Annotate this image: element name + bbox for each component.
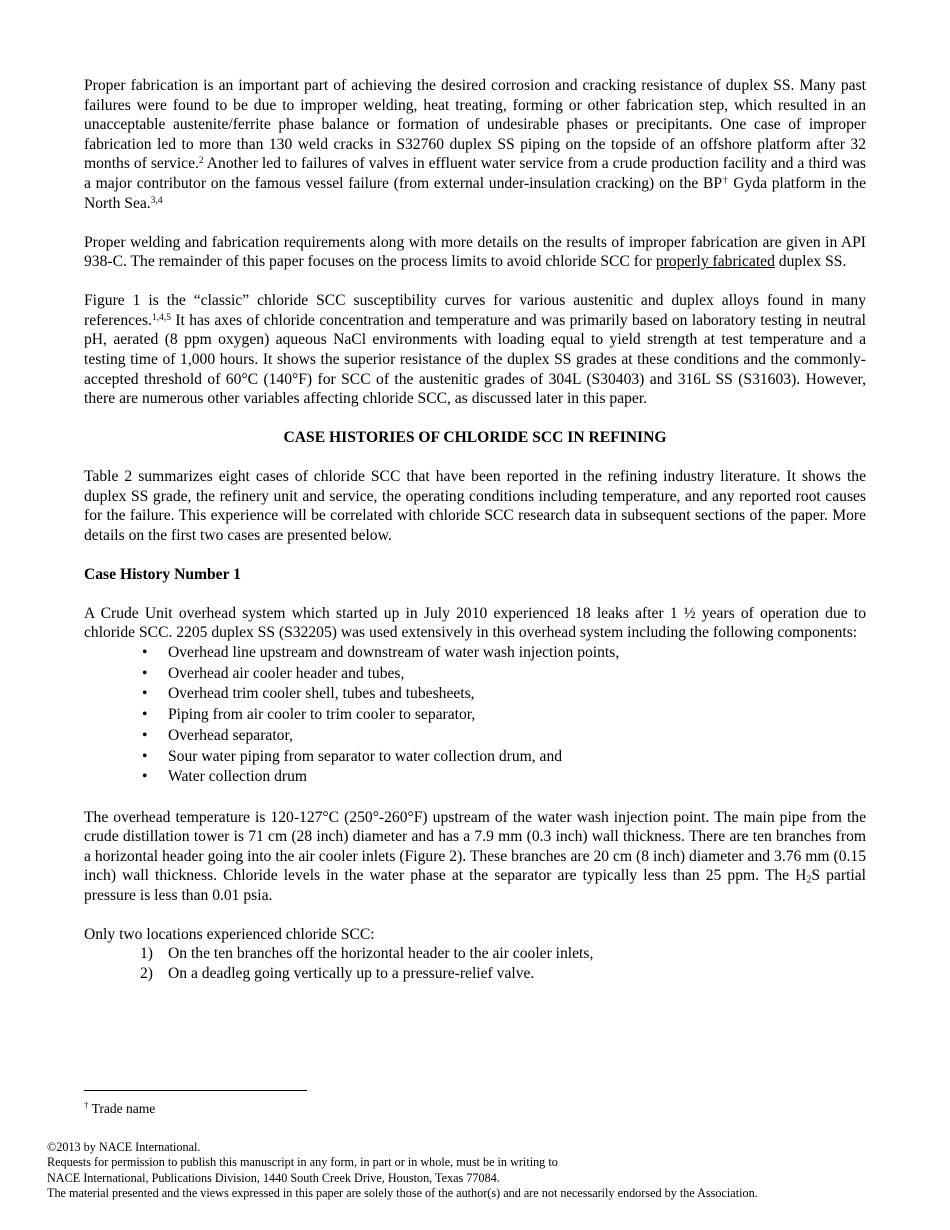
paragraph-text: It has axes of chloride concentration and temperature and was primarily based on laboratory testing in neutral pH, aerated (8 ppm oxygen) aqueous NaCl environments with loading equal to yield strength at test temperature and a testing time of 1,000 hours. It shows the superior resistance of the duplex SS grades at these conditions and the commonly-accepted threshold of 60°C (140°F) for SCC of the austenitic grades of 304L (S30403) and 316L SS (S31603). However, there are numerous other variables affecting chloride SCC, as discussed later in this paper. <box>84 311 866 408</box>
bullet-icon: • <box>142 664 148 682</box>
footnote-text: Trade name <box>88 1101 156 1116</box>
list-item <box>84 964 866 984</box>
copyright-notice <box>47 1140 927 1202</box>
underlined-phrase: properly fabricated <box>655 253 775 271</box>
list-item-text: On a deadleg going vertically up to a pressure-relief valve. <box>168 965 535 983</box>
list-item-text: Overhead separator, <box>168 726 293 744</box>
list-item-text: Sour water piping from separator to water collection drum, and <box>168 747 563 765</box>
list-item <box>84 643 866 664</box>
list-item <box>84 767 866 788</box>
list-item <box>84 705 866 726</box>
copyright-line: NACE International, Publications Division, 1440 South Creek Drive, Houston, Texas 77084. <box>47 1170 500 1185</box>
paragraph-figure1 <box>84 291 866 409</box>
list-item <box>84 664 866 685</box>
list-item <box>84 726 866 747</box>
paper-body <box>84 76 866 984</box>
subscript: 2 <box>806 874 812 886</box>
reference-superscript: 3,4 <box>150 195 163 206</box>
list-item-text: Water collection drum <box>168 768 308 786</box>
list-number: 2) <box>140 965 153 983</box>
list-item-text: On the ten branches off the horizontal header to the air cooler inlets, <box>168 945 594 963</box>
paragraph-text: Proper welding and fabrication requirements along with more details on the results of improper fabrication are given in API 938-C. The remainder of this paper focuses on the process limits to avoid chloride SCC for <box>84 233 866 271</box>
list-item <box>84 684 866 705</box>
reference-superscript: 2 <box>198 156 204 167</box>
paragraph-text: Figure 1 is the “classic” chloride SCC susceptibility curves for various austenitic and duplex alloys found in many references. <box>84 292 866 329</box>
copyright-line: ©2013 by NACE International. <box>47 1140 201 1154</box>
paragraph-text: The overhead temperature is 120-127°C (250°-260°F) upstream of the water wash injection point. The main pipe from the crude distillation tower is 71 cm (28 inch) diameter and has a 7.9 mm (0.3 inch) wall thickness. There are ten branches from a horizontal header going into the air cooler inlets (Figure 2). These branches are 20 cm (8 inch) diameter and 3.76 mm (0.15 inch) wall thickness. Chloride levels in the water phase at the separator are typically less than 25 ppm. The H <box>84 808 866 885</box>
copyright-line: Requests for permission to publish this manuscript in any form, in part or in whole, must be in writing to <box>47 1155 558 1170</box>
bullet-icon: • <box>142 726 148 744</box>
bullet-icon: • <box>142 706 148 724</box>
list-item-text: Overhead line upstream and downstream of water wash injection points, <box>168 644 620 661</box>
bullet-icon: • <box>142 768 148 786</box>
paragraph-text: Gyda platform in the North Sea. <box>84 174 867 212</box>
bullet-icon: • <box>142 685 148 703</box>
paragraph-locations: Only two locations experienced chloride SCC: <box>84 925 375 943</box>
paragraph-text: S partial pressure is less than 0.01 psia. <box>84 867 866 904</box>
dagger-superscript: † <box>84 1100 89 1111</box>
bullet-icon: • <box>142 747 148 765</box>
section-heading: CASE HISTORIES OF CHLORIDE SCC IN REFINING <box>283 429 667 447</box>
component-list <box>84 643 866 788</box>
paragraph-text: Another led to failures of valves in effluent water service from a crude production facility and a third was a major contributor on the famous vessel failure (from external under-insulation cracking) on the BP <box>84 155 866 192</box>
paragraph-fabrication <box>84 76 866 213</box>
paragraph-table2: Table 2 summarizes eight cases of chloride SCC that have been reported in the refining industry literature. It shows the duplex SS grade, the refinery unit and service, the operating conditions including temperature, and any reported root causes for the failure. This experience will be correlated with chloride SCC research data in subsequent sections of the paper. More details on the first two cases are presented below. <box>84 468 866 544</box>
dagger-superscript: † <box>722 175 729 186</box>
list-item <box>84 944 866 964</box>
copyright-line: The material presented and the views expressed in this paper are solely those of the author(s) and are not necessarily endorsed by the Association. <box>47 1186 758 1201</box>
paragraph-overhead-temperature <box>84 808 866 906</box>
list-item-text: Overhead air cooler header and tubes, <box>168 664 405 682</box>
list-item-text: Overhead trim cooler shell, tubes and tubesheets, <box>168 685 475 703</box>
paragraph-case1: A Crude Unit overhead system which started up in July 2010 experienced 18 leaks after 1 ½ years of operation due to chloride SCC. 2205 duplex SS (S32205) was used extensively in this overhead system including the following components: <box>84 604 866 642</box>
reference-superscript: 1,4,5 <box>151 312 171 323</box>
bullet-icon: • <box>142 644 148 661</box>
location-list <box>84 944 866 983</box>
list-item <box>84 747 866 768</box>
paragraph-welding <box>84 233 866 272</box>
list-number: 1) <box>140 945 153 963</box>
subsection-heading: Case History Number 1 <box>84 565 241 583</box>
footnote-divider <box>84 1090 307 1091</box>
paragraph-text: duplex SS. <box>774 253 847 271</box>
paragraph-text: Proper fabrication is an important part of achieving the desired corrosion and cracking resistance of duplex SS. Many past failures were found to be due to improper welding, heat treating, forming or other fabrication step, which resulted in an unacceptable austenite/ferrite phase balance or formation of undesirable phases or precipitants. One case of improper fabrication led to more than 130 weld cracks in S32760 duplex SS piping on the topside of an offshore platform after 32 months of service. <box>84 77 866 173</box>
list-item-text: Piping from air cooler to trim cooler to separator, <box>168 706 476 724</box>
footnote <box>84 1099 155 1119</box>
